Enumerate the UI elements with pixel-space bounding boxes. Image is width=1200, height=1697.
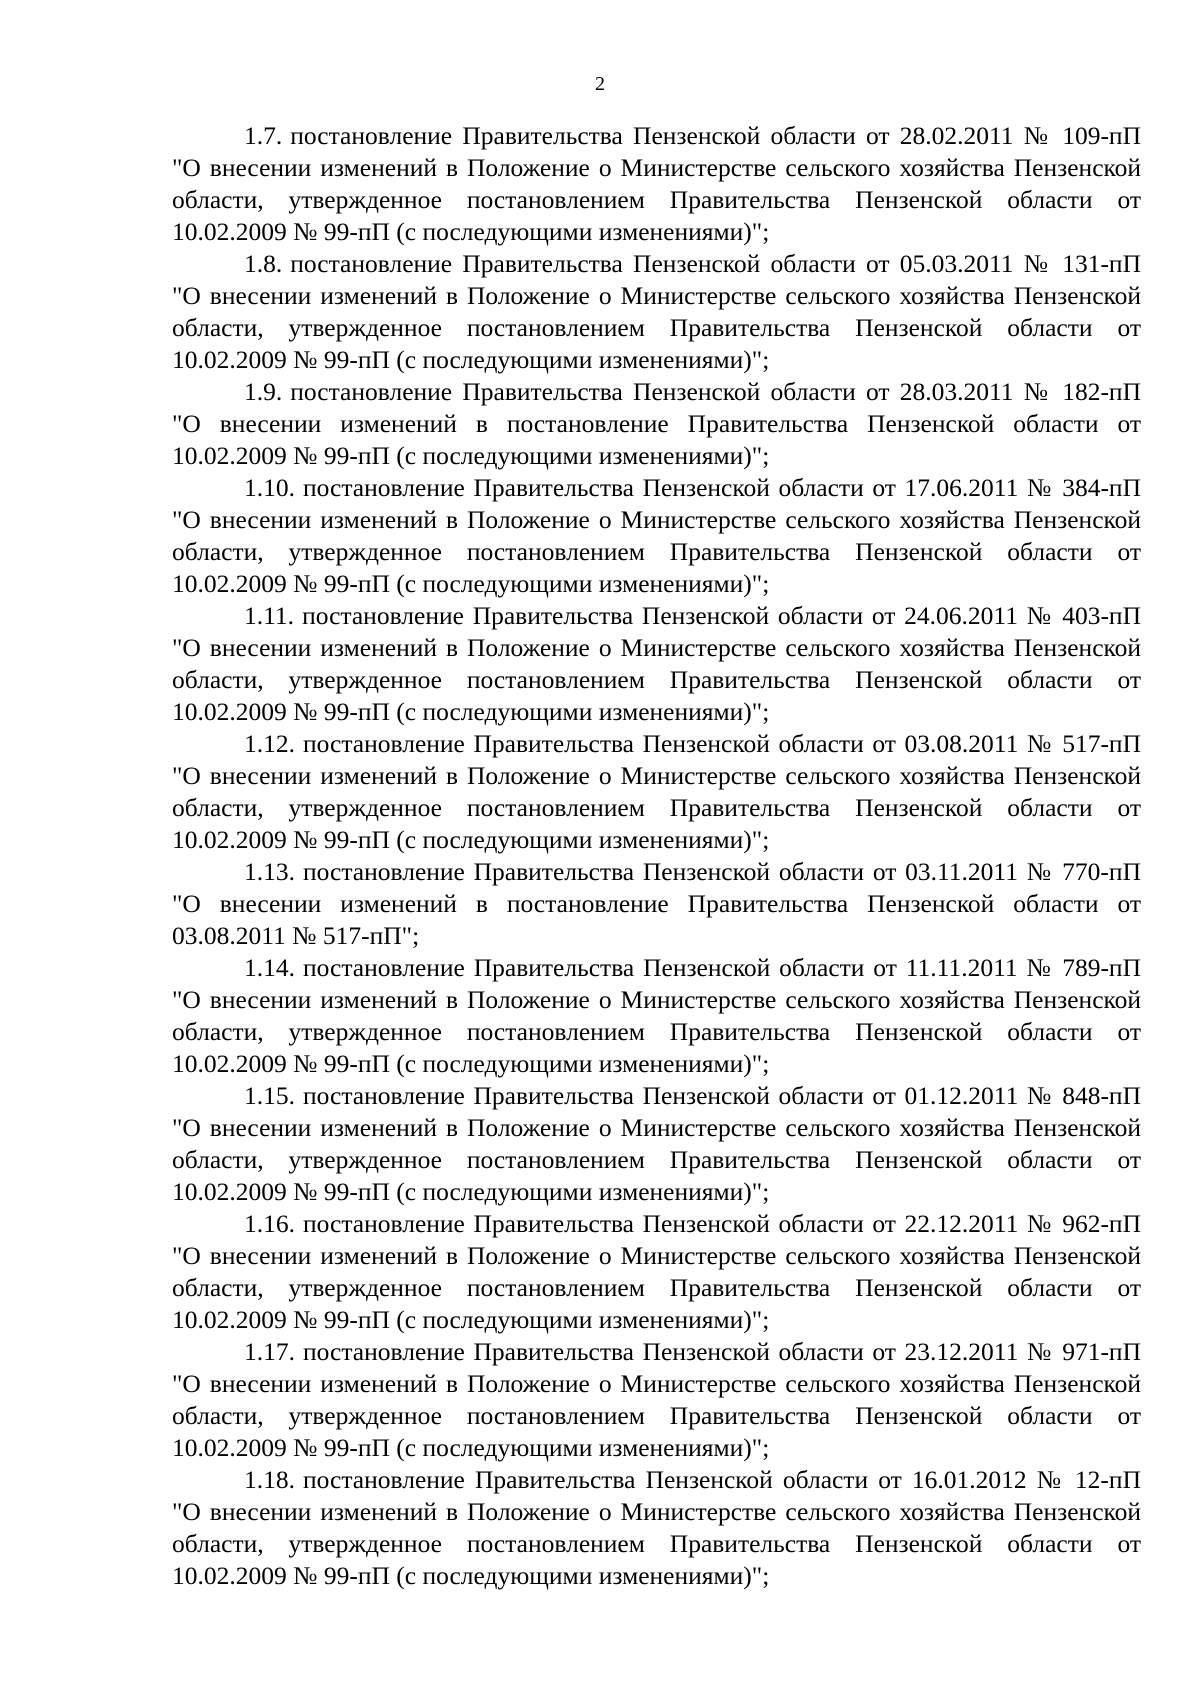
clause-1-8 <box>172 248 1141 376</box>
clause-text: постановление Правительства Пензенской области от 28.03.2011 № 182-пП "О внесении изменений в постановление Правительства Пензенской области от 10.02.2009 № 99-пП (с последующими изменениями)"; <box>172 377 1141 470</box>
clause-1-14 <box>172 952 1141 1080</box>
clause-1-17 <box>172 1336 1141 1464</box>
clause-text: постановление Правительства Пензенской области от 23.12.2011 № 971-пП "О внесении изменений в Положение о Министерстве сельского хозяйства Пензенской области, утвержденное постановлением Правительства Пензенской области от 10.02.2009 № 99-пП (с последующими изменениями)"; <box>172 1337 1141 1462</box>
clause-number: 1.17. <box>244 1337 295 1366</box>
clause-text: постановление Правительства Пензенской области от 11.11.2011 № 789-пП "О внесении изменений в Положение о Министерстве сельского хозяйства Пензенской области, утвержденное постановлением Правительства Пензенской области от 10.02.2009 № 99-пП (с последующими изменениями)"; <box>172 953 1141 1078</box>
clause-text: постановление Правительства Пензенской области от 17.06.2011 № 384-пП "О внесении изменений в Положение о Министерстве сельского хозяйства Пензенской области, утвержденное постановлением Правительства Пензенской области от 10.02.2009 № 99-пП (с последующими изменениями)"; <box>172 473 1141 598</box>
clause-number: 1.12. <box>244 729 295 758</box>
clause-1-7 <box>172 120 1141 248</box>
clause-1-11 <box>172 600 1141 728</box>
clause-1-12 <box>172 728 1141 856</box>
clause-number: 1.15. <box>244 1081 295 1110</box>
clause-number: 1.9. <box>244 377 283 406</box>
clause-number: 1.13. <box>244 857 295 886</box>
clause-text: постановление Правительства Пензенской области от 28.02.2011 № 109-пП "О внесении изменений в Положение о Министерстве сельского хозяйства Пензенской области, утвержденное постановлением Правительства Пензенской области от 10.02.2009 № 99-пП (с последующими изменениями)"; <box>172 121 1141 246</box>
clause-number: 1.10. <box>244 473 295 502</box>
clause-number: 1.7. <box>244 121 283 150</box>
clause-text: постановление Правительства Пензенской области от 22.12.2011 № 962-пП "О внесении изменений в Положение о Министерстве сельского хозяйства Пензенской области, утвержденное постановлением Правительства Пензенской области от 10.02.2009 № 99-пП (с последующими изменениями)"; <box>172 1209 1141 1334</box>
clause-number: 1.8. <box>244 249 283 278</box>
clause-number: 1.16. <box>244 1209 295 1238</box>
clause-text: постановление Правительства Пензенской области от 03.11.2011 № 770-пП "О внесении изменений в постановление Правительства Пензенской области от 03.08.2011 № 517-пП"; <box>172 857 1141 950</box>
clause-text: постановление Правительства Пензенской области от 05.03.2011 № 131-пП "О внесении изменений в Положение о Министерстве сельского хозяйства Пензенской области, утвержденное постановлением Правительства Пензенской области от 10.02.2009 № 99-пП (с последующими изменениями)"; <box>172 249 1141 374</box>
document-body <box>172 120 1141 1592</box>
clause-number: 1.18. <box>244 1465 295 1494</box>
clause-1-10 <box>172 472 1141 600</box>
clause-1-13 <box>172 856 1141 952</box>
clause-text: постановление Правительства Пензенской области от 24.06.2011 № 403-пП "О внесении изменений в Положение о Министерстве сельского хозяйства Пензенской области, утвержденное постановлением Правительства Пензенской области от 10.02.2009 № 99-пП (с последующими изменениями)"; <box>172 601 1141 726</box>
clause-text: постановление Правительства Пензенской области от 16.01.2012 № 12-пП "О внесении изменений в Положение о Министерстве сельского хозяйства Пензенской области, утвержденное постановлением Правительства Пензенской области от 10.02.2009 № 99-пП (с последующими изменениями)"; <box>172 1465 1141 1590</box>
clause-number: 1.11. <box>244 601 295 630</box>
page-number: 2 <box>595 73 605 95</box>
clause-1-18 <box>172 1464 1141 1592</box>
clause-number: 1.14. <box>244 953 295 982</box>
clause-text: постановление Правительства Пензенской области от 03.08.2011 № 517-пП "О внесении изменений в Положение о Министерстве сельского хозяйства Пензенской области, утвержденное постановлением Правительства Пензенской области от 10.02.2009 № 99-пП (с последующими изменениями)"; <box>172 729 1141 854</box>
clause-1-16 <box>172 1208 1141 1336</box>
clause-1-15 <box>172 1080 1141 1208</box>
clause-1-9 <box>172 376 1141 472</box>
clause-text: постановление Правительства Пензенской области от 01.12.2011 № 848-пП "О внесении изменений в Положение о Министерстве сельского хозяйства Пензенской области, утвержденное постановлением Правительства Пензенской области от 10.02.2009 № 99-пП (с последующими изменениями)"; <box>172 1081 1141 1206</box>
